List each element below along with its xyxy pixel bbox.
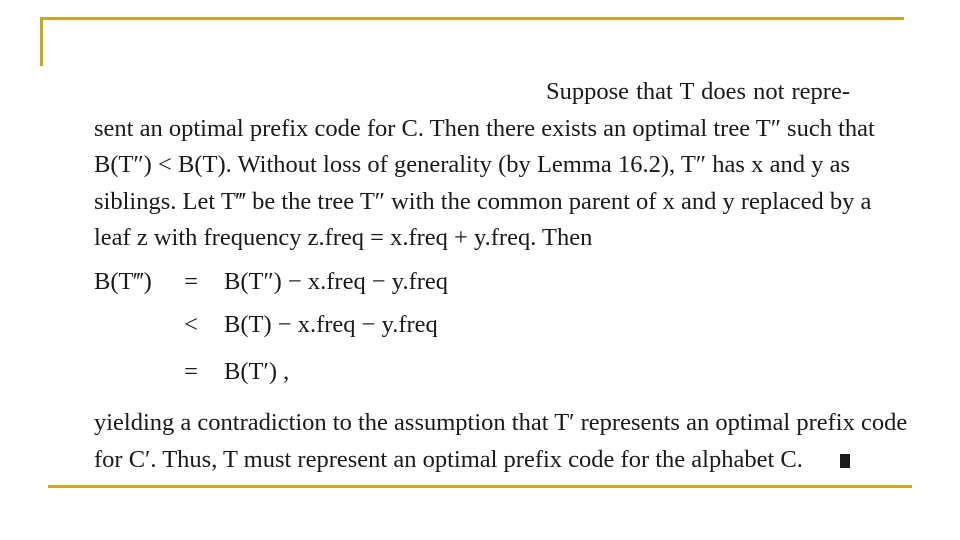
para1-line-2: sent an optimal prefix code for C. Then there exists an optimal tree T″ such that <box>94 114 875 142</box>
top-rule <box>40 17 904 20</box>
eq-row3-relation: = <box>184 358 198 385</box>
bottom-rule <box>48 485 912 488</box>
eq-row2-relation: < <box>184 311 198 338</box>
para1-line-1: Suppose that T does not repre- <box>546 78 850 105</box>
qed-square-icon <box>840 454 850 468</box>
eq-row1-rhs: B(T″) − x.freq − y.freq <box>224 268 449 295</box>
proof-paragraph-1 <box>94 74 875 257</box>
eq-row2-rhs: B(T) − x.freq − y.freq <box>224 311 438 338</box>
para2-line-2 <box>94 442 850 479</box>
proof-paragraph-2 <box>94 405 908 478</box>
eq-row3-rhs: B(T′) , <box>224 358 290 385</box>
eq-lhs: B(T‴) <box>94 268 152 295</box>
para2-line-1: yielding a contradiction to the assumption that T′ represents an optimal prefix code <box>94 409 908 436</box>
para1-line-5: leaf z with frequency z.freq = x.freq + y.freq. Then <box>94 224 593 251</box>
eq-row1-relation: = <box>184 268 198 295</box>
para2-line-2-text: for C′. Thus, T must represent an optimal prefix code for the alphabet C. <box>94 445 803 473</box>
left-rule <box>40 17 43 66</box>
para1-line-4: siblings. Let T‴ be the tree T″ with the common parent of x and y replaced by a <box>94 187 872 215</box>
para1-line-3: B(T″) < B(T). Without loss of generality (by Lemma 16.2), T″ has x and y as <box>94 151 850 178</box>
